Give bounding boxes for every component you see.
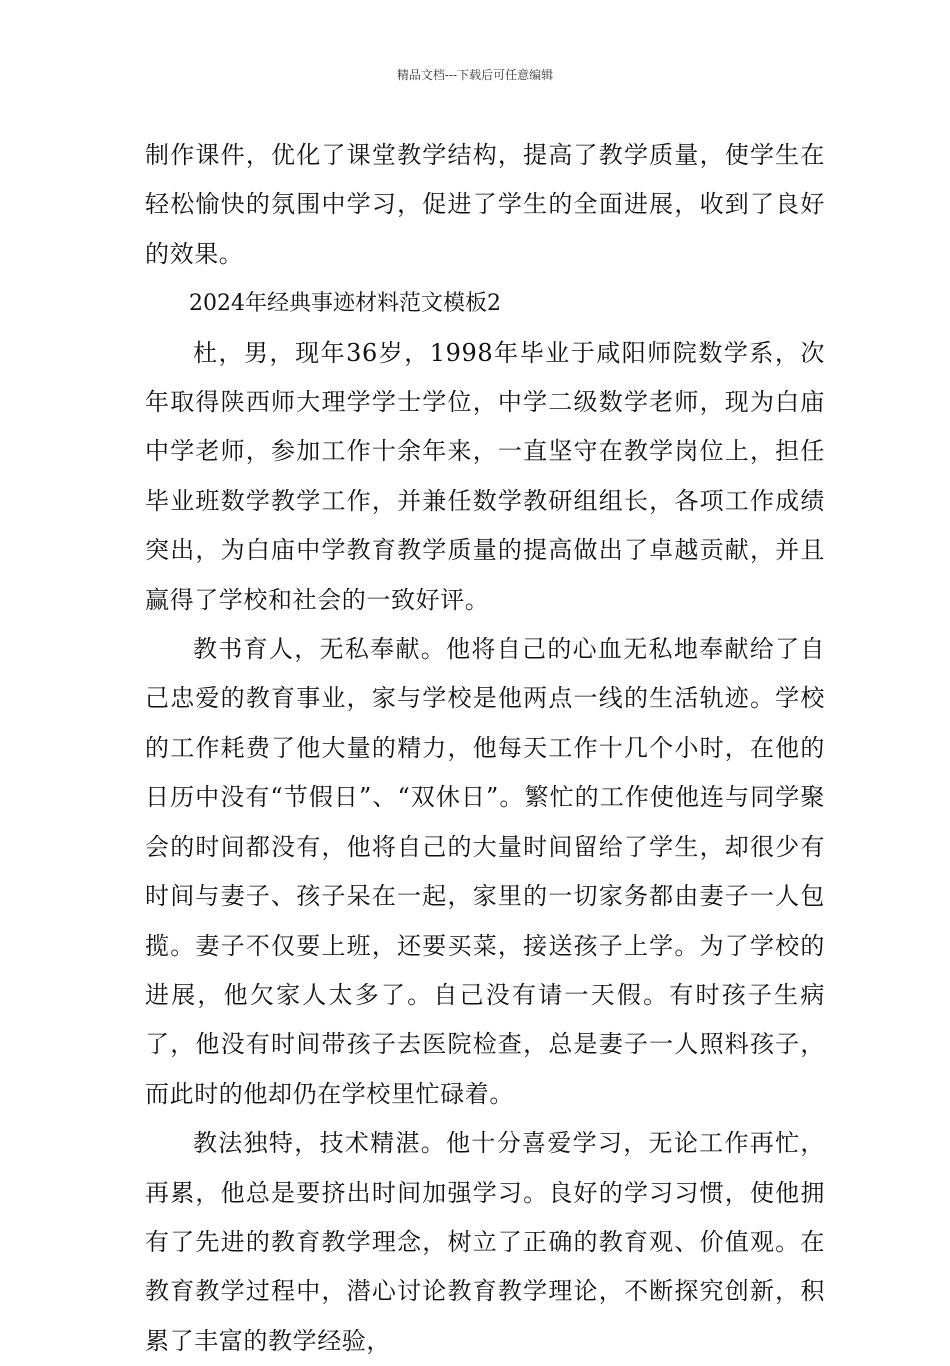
- section-title: 2024年经典事迹材料范文模板2: [189, 291, 501, 317]
- paragraph-intro: 杜，男，现年36岁，1998年毕业于咸阳师院数学系，次年取得陕西师大理学学士学位，中学二级数学老师，现为白庙中学老师，参加工作十余年来，一直坚守在教学岗位上，担任毕业班数学教学工作，并兼任数学教研组组长，各项工作成绩突出，为白庙中学教育教学质量的提高做出了卓越贡献，并且赢得了学校和社会的一致好评。: [145, 338, 825, 614]
- page-header: 精品文档---下载后可任意编辑: [396, 68, 554, 82]
- paragraph-continuation: 制作课件，优化了课堂教学结构，提高了教学质量，使学生在轻松愉快的氛围中学习，促进了学生的全面进展，收到了良好的效果。: [145, 141, 825, 268]
- paragraph-dedication: 教书育人，无私奉献。他将自己的心血无私地奉献给了自己忠爱的教育事业，家与学校是他两点一线的生活轨迹。学校的工作耗费了他大量的精力，他每天工作十几个小时，在他的日历中没有“节假日”、“双休日”。繁忙的工作使他连与同学聚会的时间都没有，他将自己的大量时间留给了学生，却很少有时间与妻子、孩子呆在一起，家里的一切家务都由妻子一人包揽。妻子不仅要上班，还要买菜，接送孩子上学。为了学校的进展，他欠家人太多了。自己没有请一天假。有时孩子生病了，他没有时间带孩子去医院检查，总是妻子一人照料孩子，而此时的他却仍在学校里忙碌着。: [145, 635, 825, 1108]
- document-body: [145, 131, 825, 1366]
- paragraph-teaching-method: 教法独特，技术精湛。他十分喜爱学习，无论工作再忙，再累，他总是要挤出时间加强学习。良好的学习习惯，使他拥有了先进的教育教学理念，树立了正确的教育观、价值观。在教育教学过程中，潜心讨论教育教学理论，不断探究创新，积累了丰富的教学经验，: [145, 1129, 825, 1355]
